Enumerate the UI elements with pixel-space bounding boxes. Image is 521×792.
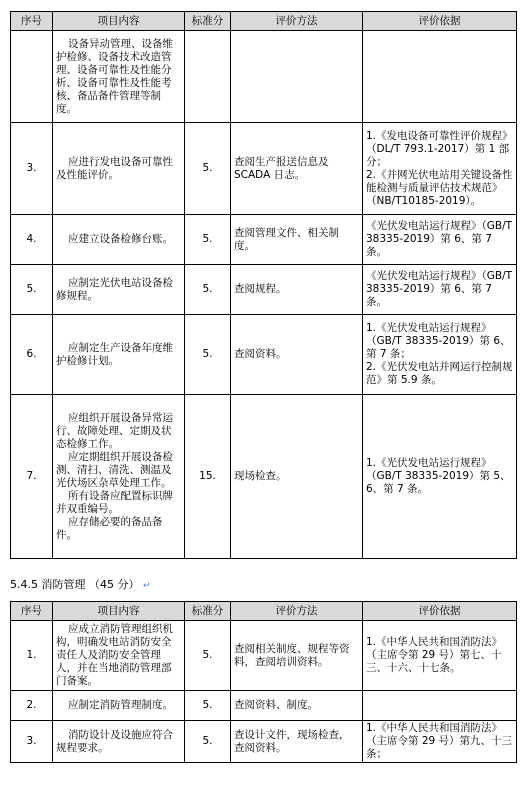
table-row bbox=[11, 265, 517, 315]
table-row bbox=[11, 315, 517, 395]
cell-basis: 《光伏发电站运行规程》（GB/T 38335-2019）第 6、第 7 条。 bbox=[363, 215, 517, 265]
cell-no bbox=[11, 31, 53, 123]
cell-method: 查设计文件，现场检查，查阅资料。 bbox=[231, 721, 363, 763]
cell-basis bbox=[363, 691, 517, 721]
header-content: 项目内容 bbox=[53, 602, 185, 621]
cell-content bbox=[53, 721, 185, 763]
header-no: 序号 bbox=[11, 602, 53, 621]
cell-basis: 《光伏发电站运行规程》（GB/T 38335-2019）第 6、第 7 条。 bbox=[363, 265, 517, 315]
table-row bbox=[11, 691, 517, 721]
table-row bbox=[11, 123, 517, 215]
header-no: 序号 bbox=[11, 12, 53, 31]
cell-content bbox=[53, 31, 185, 123]
cell-content bbox=[53, 215, 185, 265]
cell-no: 2. bbox=[11, 691, 53, 721]
content-paragraph: 应成立消防管理组织机构，明确发电站消防安全责任人及消防安全管理人，并在当地消防管理部门备案。 bbox=[56, 623, 173, 687]
cell-no: 5. bbox=[11, 265, 53, 315]
header-score: 标准分 bbox=[185, 602, 231, 621]
header-score: 标准分 bbox=[185, 12, 231, 31]
content-paragraph: 设备异动管理、设备维护检修、设备技术改造管理、设备可靠性及性能分析、设备可靠性及性能考核、备品备件管理等制度。 bbox=[56, 37, 173, 115]
section-title: 5.4.5 消防管理 （45 分） ↵ bbox=[10, 578, 151, 591]
cell-basis: 1.《光伏发电站运行规程》（GB/T 38335-2019）第 6、第 7 条； 2.《光伏发电站并网运行控制规范》第 5.9 条。 bbox=[363, 315, 517, 395]
cell-basis: 1.《光伏发电站运行规程》（GB/T 38335-2019）第 5、6、第 7 条。 bbox=[363, 395, 517, 559]
cell-method: 查阅规程。 bbox=[231, 265, 363, 315]
cell-basis: 1.《中华人民共和国消防法》（主席令第 29 号）第七、十三、十六、十七条。 bbox=[363, 621, 517, 691]
table-row bbox=[11, 31, 517, 123]
cell-score: 5. bbox=[185, 721, 231, 763]
cell-method bbox=[231, 31, 363, 123]
cell-score: 5. bbox=[185, 215, 231, 265]
cell-score: 5. bbox=[185, 691, 231, 721]
header-basis: 评价依据 bbox=[363, 12, 517, 31]
cell-score: 15. bbox=[185, 395, 231, 559]
table-row bbox=[11, 721, 517, 763]
cell-basis: 1.《发电设备可靠性评价规程》（DL/T 793.1-2017）第 1 部分； 2.《并网光伏电站用关键设备性能检测与质量评估技术规范》（NB/T10185-2019）。 bbox=[363, 123, 517, 215]
table-row bbox=[11, 395, 517, 559]
cell-no: 1. bbox=[11, 621, 53, 691]
cell-method: 查阅资料、制度。 bbox=[231, 691, 363, 721]
content-paragraph: 所有设备应配置标识牌并双重编号。 bbox=[56, 489, 173, 515]
cell-content bbox=[53, 621, 185, 691]
cell-basis: 1.《中华人民共和国消防法》（主席令第 29 号）第九、十三条； bbox=[363, 721, 517, 763]
cell-score: 5. bbox=[185, 621, 231, 691]
cell-no: 3. bbox=[11, 123, 53, 215]
content-paragraph: 消防设计及设施应符合规程要求。 bbox=[56, 728, 173, 754]
content-paragraph: 应制定消防管理制度。 bbox=[68, 699, 173, 711]
evaluation-table-1 bbox=[10, 11, 517, 559]
cell-content bbox=[53, 123, 185, 215]
evaluation-table-2 bbox=[10, 601, 517, 763]
cell-method: 查阅生产报送信息及 SCADA 日志。 bbox=[231, 123, 363, 215]
cell-basis bbox=[363, 31, 517, 123]
table-header-row bbox=[11, 12, 517, 31]
header-method: 评价方法 bbox=[231, 12, 363, 31]
content-paragraph: 应组织开展设备异常运行、故障处理、定期及状态检修工作。 bbox=[56, 411, 173, 450]
cell-score: 5. bbox=[185, 315, 231, 395]
cell-content bbox=[53, 315, 185, 395]
cell-content bbox=[53, 265, 185, 315]
content-paragraph: 应制定生产设备年度维护检修计划。 bbox=[56, 341, 173, 367]
cell-no: 3. bbox=[11, 721, 53, 763]
cell-no: 7. bbox=[11, 395, 53, 559]
content-paragraph: 应建立设备检修台账。 bbox=[68, 233, 173, 245]
cell-no: 4. bbox=[11, 215, 53, 265]
header-method: 评价方法 bbox=[231, 602, 363, 621]
table-header-row bbox=[11, 602, 517, 621]
cell-method: 查阅资料。 bbox=[231, 315, 363, 395]
cell-score: 5. bbox=[185, 123, 231, 215]
content-paragraph: 应制定光伏电站设备检修规程。 bbox=[56, 276, 173, 302]
cell-content bbox=[53, 691, 185, 721]
cell-no: 6. bbox=[11, 315, 53, 395]
table-row bbox=[11, 215, 517, 265]
header-basis: 评价依据 bbox=[363, 602, 517, 621]
header-content: 项目内容 bbox=[53, 12, 185, 31]
cell-method: 现场检查。 bbox=[231, 395, 363, 559]
cell-method: 查阅相关制度、规程等资料，查阅培训资料。 bbox=[231, 621, 363, 691]
cell-score: 5. bbox=[185, 265, 231, 315]
table-row bbox=[11, 621, 517, 691]
content-paragraph: 应存储必要的备品备件。 bbox=[56, 515, 163, 541]
cell-method: 查阅管理文件、相关制度。 bbox=[231, 215, 363, 265]
cell-content bbox=[53, 395, 185, 559]
content-paragraph: 应定期组织开展设备检测、清扫、清洗、测温及光伏场区杂草处理工作。 bbox=[56, 450, 173, 489]
cell-score bbox=[185, 31, 231, 123]
content-paragraph: 应进行发电设备可靠性及性能评价。 bbox=[56, 155, 173, 181]
